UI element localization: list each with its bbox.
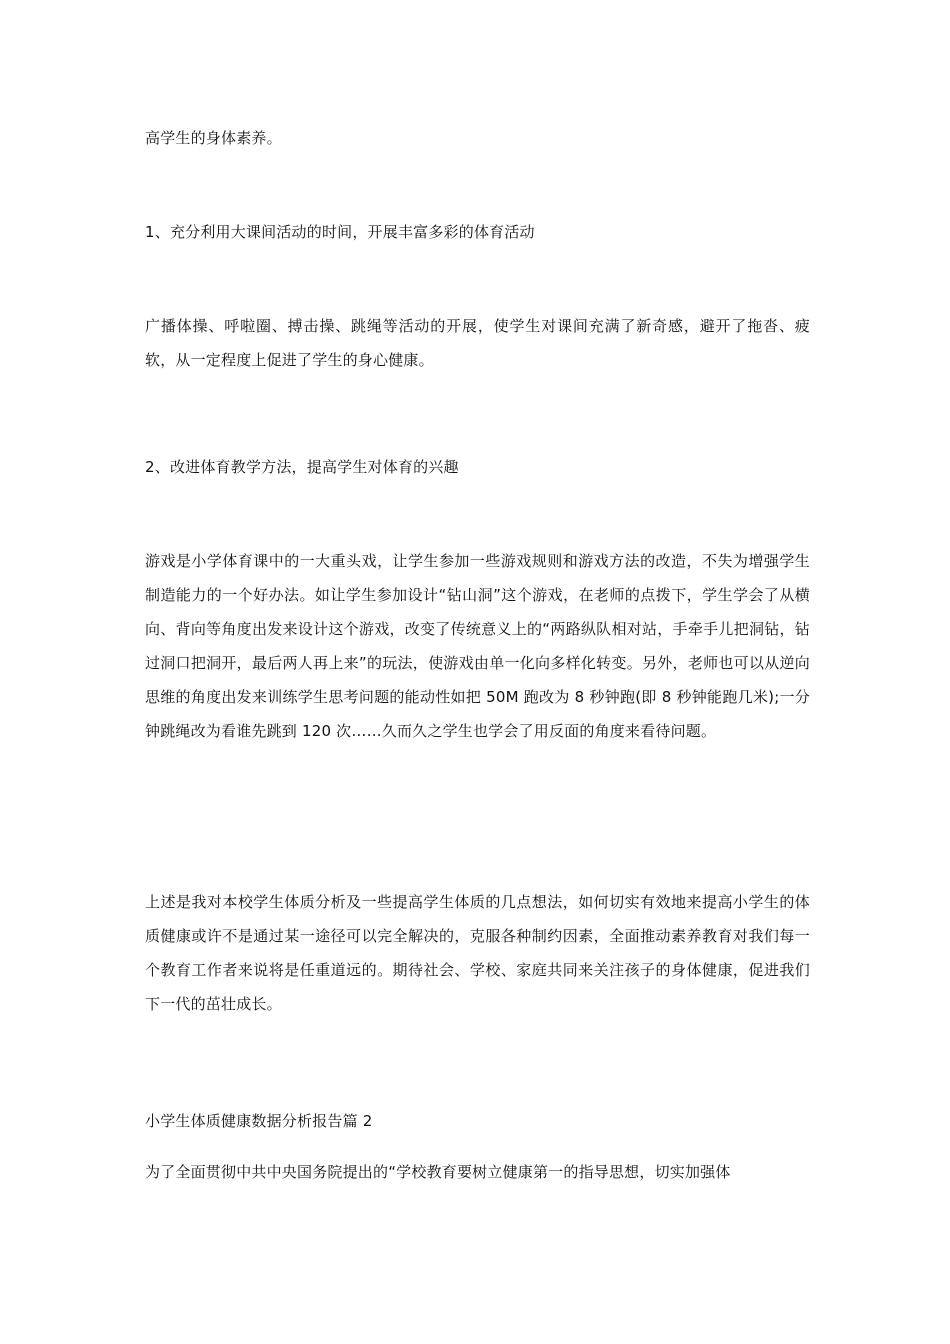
section-heading-1: 1、充分利用大课间活动的时间，开展丰富多彩的体育活动 — [145, 223, 535, 241]
paragraph-summary: 上述是我对本校学生体质分析及一些提高学生体质的几点想法，如何切实有效地来提高小学生的体质健康或许不是通过某一途径可以完全解决的，克服各种制约因素，全面推动素养教育对我们每一个教育工作者来说将是任重道远的。期待社会、学校、家庭共同来关注孩子的身体健康，促进我们下一代的茁壮成长。 — [145, 893, 810, 1013]
paragraph-break-activities: 广播体操、呼啦圈、搏击操、跳绳等活动的开展，使学生对课间充满了新奇感，避开了拖沓、疲软，从一定程度上促进了学生的身心健康。 — [145, 317, 810, 369]
paragraph-intro-fragment: 高学生的身体素养。 — [145, 129, 282, 147]
report-title: 小学生体质健康数据分析报告篇 2 — [145, 1112, 373, 1130]
section-heading-2: 2、改进体育教学方法，提高学生对体育的兴趣 — [145, 458, 459, 476]
paragraph-games: 游戏是小学体育课中的一大重头戏，让学生参加一些游戏规则和游戏方法的改造，不失为增强学生制造能力的一个好办法。如让学生参加设计“钻山洞”这个游戏，在老师的点拨下，学生学会了从横向、背向等角度出发来设计这个游戏，改变了传统意义上的“两路纵队相对站，手牵手儿把洞钻，钻过洞口把洞开，最后两人再上来”的玩法，使游戏由单一化向多样化转变。另外，老师也可以从逆向思维的角度出发来训练学生思考问题的能动性如把 50M 跑改为 8 秒钟跑(即 8 秒钟能跑几米);一分钟跳绳改为看谁先跳到 120 次……久而久之学生也学会了用反面的角度来看待问题。 — [145, 552, 810, 740]
paragraph-report-start: 为了全面贯彻中共中央国务院提出的“学校教育要树立健康第一的指导思想，切实加强体 — [145, 1163, 731, 1181]
